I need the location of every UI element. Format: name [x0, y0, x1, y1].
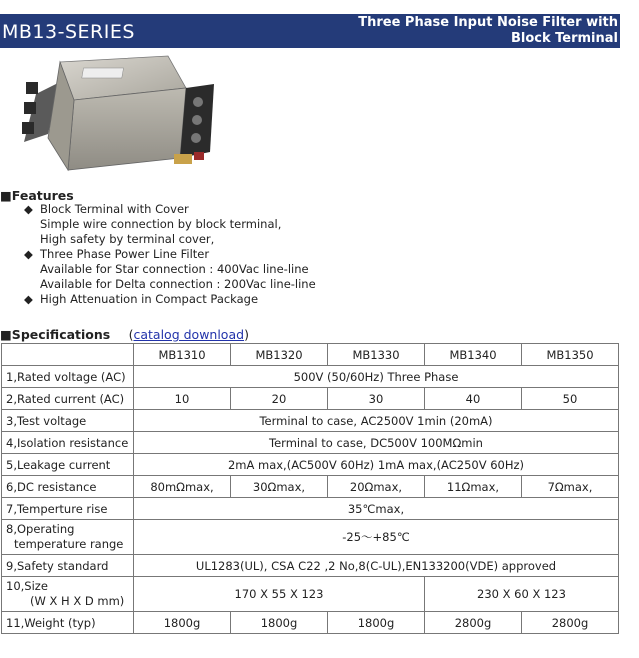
diamond-bullet-icon: ◆: [24, 292, 33, 306]
table-corner: [2, 344, 134, 366]
table-row: [2, 454, 619, 476]
table-cell: 30: [328, 388, 425, 410]
table-cell: 30Ωmax,: [231, 476, 328, 498]
catalog-download: (catalog download): [128, 327, 249, 342]
specifications-table: [1, 343, 619, 634]
table-cell: Terminal to case, AC2500V 1min (20mA): [134, 410, 619, 432]
features-list: [24, 202, 316, 307]
table-row: [2, 577, 619, 612]
table-cell: 20Ωmax,: [328, 476, 425, 498]
table-row: [2, 388, 619, 410]
table-cell: 2800g: [522, 612, 619, 634]
table-cell: 230 X 60 X 123: [425, 577, 619, 612]
model-header: MB1320: [231, 344, 328, 366]
model-header: MB1340: [425, 344, 522, 366]
table-cell: 500V (50/60Hz) Three Phase: [134, 366, 619, 388]
table-row: [2, 555, 619, 577]
row-label: 3,Test voltage: [2, 410, 134, 432]
model-header: MB1350: [522, 344, 619, 366]
page-subtitle: [358, 15, 618, 47]
row-label: 1,Rated voltage (AC): [2, 366, 134, 388]
features-heading: ■Features: [0, 188, 74, 203]
row-label: 5,Leakage current: [2, 454, 134, 476]
feature-detail: Available for Delta connection : 200Vac line-line: [40, 277, 316, 291]
table-cell: 2800g: [425, 612, 522, 634]
series-title: MB13-SERIES: [2, 21, 135, 43]
subtitle-line-1: Three Phase Input Noise Filter with: [358, 15, 618, 30]
table-row: [2, 410, 619, 432]
row-label: 11,Weight (typ): [2, 612, 134, 634]
feature-detail: High safety by terminal cover,: [40, 232, 215, 246]
specifications-heading: ■Specifications (catalog download): [0, 327, 249, 342]
page-header: [0, 14, 620, 48]
table-cell: -25～+85℃: [134, 520, 619, 555]
feature-detail: Simple wire connection by block terminal,: [40, 217, 282, 231]
table-cell: UL1283(UL), CSA C22 ,2 No,8(C-UL),EN133200(VDE) approved: [134, 555, 619, 577]
table-cell: 11Ωmax,: [425, 476, 522, 498]
table-cell: 40: [425, 388, 522, 410]
table-cell: 7Ωmax,: [522, 476, 619, 498]
table-header-row: [2, 344, 619, 366]
row-label: 10,Size (W X H X D mm): [2, 577, 134, 612]
row-label: 9,Safety standard: [2, 555, 134, 577]
catalog-download-link[interactable]: catalog download: [133, 327, 245, 342]
feature-item: ◆ High Attenuation in Compact Package: [24, 292, 259, 306]
diamond-bullet-icon: ◆: [24, 202, 33, 216]
row-label: 7,Temperture rise: [2, 498, 134, 520]
table-cell: 1800g: [328, 612, 425, 634]
diamond-bullet-icon: ◆: [24, 247, 33, 261]
feature-item: ◆ Block Terminal with Cover: [24, 202, 189, 216]
model-header: MB1330: [328, 344, 425, 366]
table-cell: 35℃max,: [134, 498, 619, 520]
subtitle-line-2: Block Terminal: [510, 31, 618, 46]
row-label: 8,Operating temperature range: [2, 520, 134, 555]
table-cell: 1800g: [134, 612, 231, 634]
table-row: [2, 366, 619, 388]
table-cell: 20: [231, 388, 328, 410]
table-cell: 170 X 55 X 123: [134, 577, 425, 612]
table-cell: 80mΩmax,: [134, 476, 231, 498]
row-label: 2,Rated current (AC): [2, 388, 134, 410]
table-cell: 2mA max,(AC500V 60Hz) 1mA max,(AC250V 60Hz): [134, 454, 619, 476]
table-cell: Terminal to case, DC500V 100MΩmin: [134, 432, 619, 454]
table-row: [2, 612, 619, 634]
row-label: 4,Isolation resistance: [2, 432, 134, 454]
feature-item: ◆ Three Phase Power Line Filter: [24, 247, 210, 261]
model-header: MB1310: [134, 344, 231, 366]
feature-detail: Available for Star connection : 400Vac line-line: [40, 262, 309, 276]
table-row: [2, 498, 619, 520]
table-row: [2, 520, 619, 555]
table-row: [2, 432, 619, 454]
table-cell: 50: [522, 388, 619, 410]
table-cell: 1800g: [231, 612, 328, 634]
row-label: 6,DC resistance: [2, 476, 134, 498]
product-photo: [18, 54, 218, 172]
table-row: [2, 476, 619, 498]
table-cell: 10: [134, 388, 231, 410]
